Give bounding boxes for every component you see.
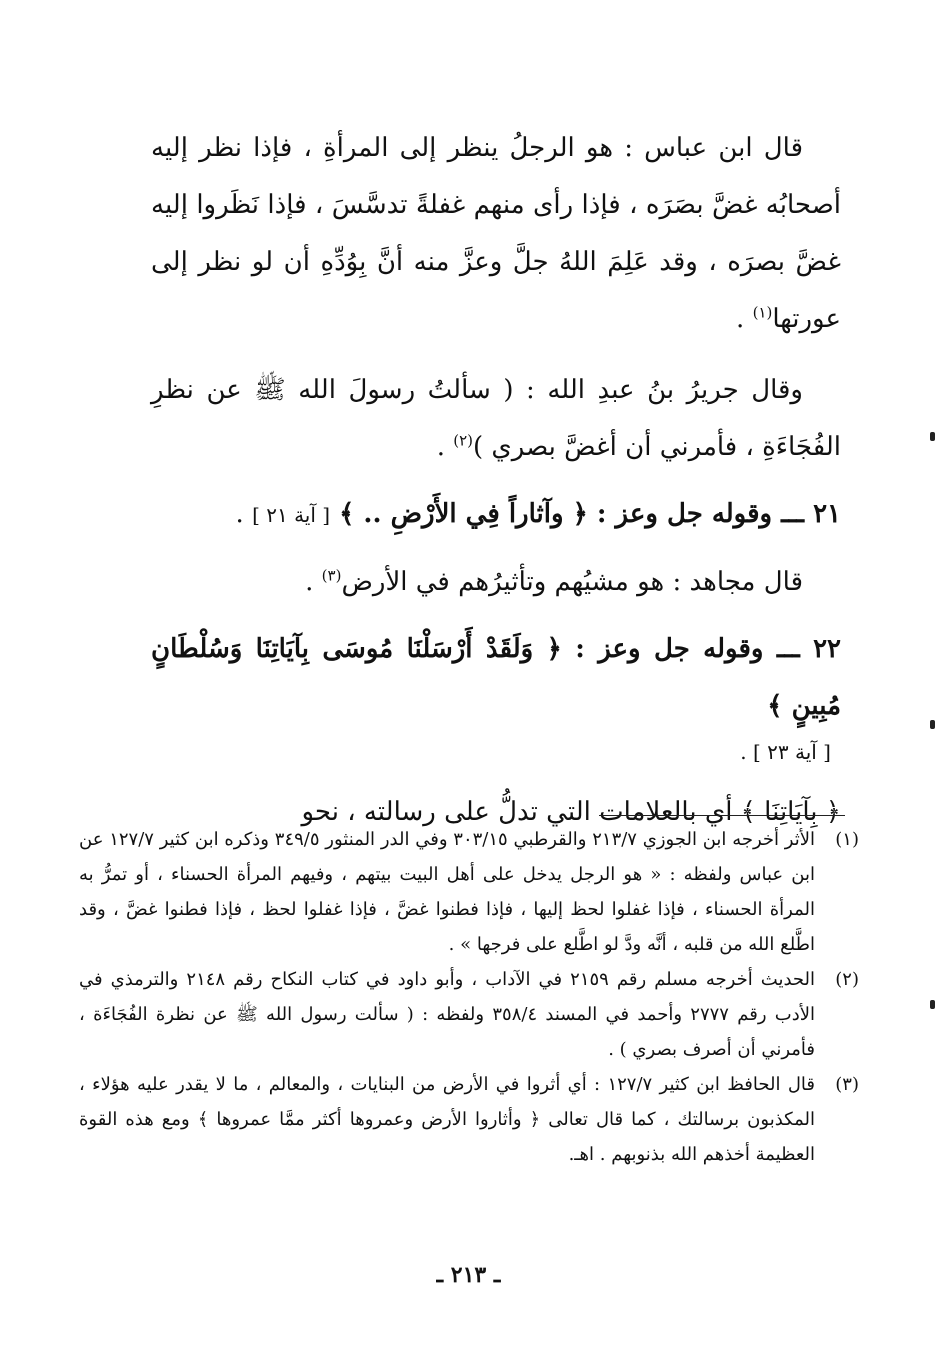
- verse-citation: [ آية ٢١ ]: [252, 503, 331, 527]
- binding-mark: [930, 1000, 935, 1009]
- verse-text: وقوله جل وعز : ﴿ وآثاراً فِي الأَرْضِ .. ﴾: [330, 499, 782, 529]
- paragraph-text: قال مجاهد : هو مشيُهم وتأثيرُهم في الأرض: [341, 567, 803, 597]
- footnote-text: الحديث أخرجه مسلم رقم ٢١٥٩ في الآداب ، وأبو داود في كتاب النكاح رقم ٢١٤٨ والترمذي في الأدب رقم ٢٧٧٧ وأحمد في المسند ٣٥٨/٤ ولفظه : ( سألت رسول الله ﷺ عن نظرة الفُجَاءَة ، فأمرني أن أصرف بصري ) .: [79, 969, 815, 1060]
- footnote-text: الأثر أخرجه ابن الجوزي ٢١٣/٧ والقرطبي ٣٠٣/١٥ وفي الدر المنثور ٣٤٩/٥ وذكره ابن كثير ١٢٧/٧ عن ابن عباس ولفظه : « هو الرجل يدخل على أهل البيت بيتهم ، وفيهم المرأة الحسناء ، أو تمرُّ به المرأة الحسناء ، فإذا غفلوا لحظ إليها ، فإذا فطنوا غضَّ ، فإذا غفلوا لحظ ، فإذا فطنوا غضَّ ، وقد اطَّلع الله من قلبه ، أنَّه ودَّ لو اطَّلع على فرجها » .: [79, 829, 816, 955]
- binding-mark: [930, 720, 935, 729]
- paragraph-mujahid: قال مجاهد : هو مشيُهم وتأثيرُهم في الأرض$^{(٣)}$ .: [305, 566, 803, 597]
- footnote-2: [79, 962, 859, 1067]
- verse-citation: [ آية ٢٣ ] .: [740, 740, 831, 764]
- footnote-ref-2[interactable]: (٢): [453, 431, 474, 450]
- verse-citation-line: [151, 735, 841, 770]
- verse-number: ٢٢ ـــ: [776, 634, 842, 664]
- paragraph-ibn-abbas: قال ابن عباس : هو الرجلُ ينظر إلى المرأةِ ، فإذا نظر إليه أصحابُه غضَّ بصَرَه ، فإذا رأى منهم غفلةً تدسَّسَ ، فإذا نَظَروا إليه غضَّ بصرَه ، وقد عَلِمَ اللهُ جلَّ وعزَّ منه أنَّ بِوُدِّهِ أن لو نظر إلى عورتها$^{(١)}$ .: [151, 133, 841, 334]
- footnote-separator: [599, 815, 845, 816]
- page-number: ـ ٢١٣ ـ: [436, 1262, 501, 1288]
- footnote-3: [79, 1067, 859, 1172]
- verse-text: وقوله جل وعز : ﴿ وَلَقَدْ أَرْسَلْنَا مُوسَى بِآيَاتِنَا وَسُلْطَانٍ مُبِينٍ ﴾: [151, 634, 841, 721]
- footnotes: [79, 822, 859, 1172]
- verse-number: ٢١ ـــ: [781, 499, 841, 529]
- paragraph-jarir: وقال جريرُ بنُ عبدِ الله : ( سألتُ رسولَ الله ﷺ عن نظرِ الفُجَاءَةِ ، فأمرني أن أغضَّ بصري )$^{(٢)}$ .: [151, 375, 841, 462]
- paragraph-text: قال ابن عباس : هو الرجلُ ينظر إلى المرأةِ ، فإذا نظر إليه أصحابُه غضَّ بصَرَه ، فإذا رأى منهم غفلةً تدسَّسَ ، فإذا نَظَروا إليه غضَّ بصرَه ، وقد عَلِمَ اللهُ جلَّ وعزَّ منه أنَّ بِوُدِّهِ أن لو نظر إلى عورتها: [151, 133, 841, 334]
- footnote-1: [79, 822, 859, 962]
- binding-mark: [930, 432, 935, 441]
- footnote-text: قال الحافظ ابن كثير ١٢٧/٧ : أي أثروا في الأرض من البنايات ، والمعالم ، ما لا يقدر عليه هؤلاء ، المكذبون برسالتك ، كما قال تعالى ﴿ وأثاروا الأرض وعمروها أكثر ممَّا عمروها ﴾ ومع هذه القوة العظيمة أخذهم الله بذنوبهم . اهـ.: [79, 1074, 815, 1165]
- footnote-ref-1[interactable]: (١): [752, 303, 773, 322]
- verse-22: [151, 621, 841, 735]
- footnote-number: (١): [835, 829, 859, 850]
- verse-21: ٢١ ـــ وقوله جل وعز : ﴿ وآثاراً فِي الأَرْضِ .. ﴾ [ آية ٢١ ] .: [235, 499, 841, 529]
- footnote-number: (٣): [835, 1074, 859, 1095]
- paragraph-text: وقال جريرُ بنُ عبدِ الله : ( سألتُ رسولَ الله ﷺ عن نظرِ الفُجَاءَةِ ، فأمرني أن أغضَّ بصري ): [151, 375, 841, 462]
- footnote-number: (٢): [835, 969, 859, 990]
- paragraph-text: ﴿ بِآيَاتِنَا ﴾ أي بالعلامات التي تدلُّ على رسالته ، نحو: [301, 797, 841, 827]
- footnote-ref-3[interactable]: (٣): [321, 566, 342, 585]
- main-text: [151, 120, 841, 841]
